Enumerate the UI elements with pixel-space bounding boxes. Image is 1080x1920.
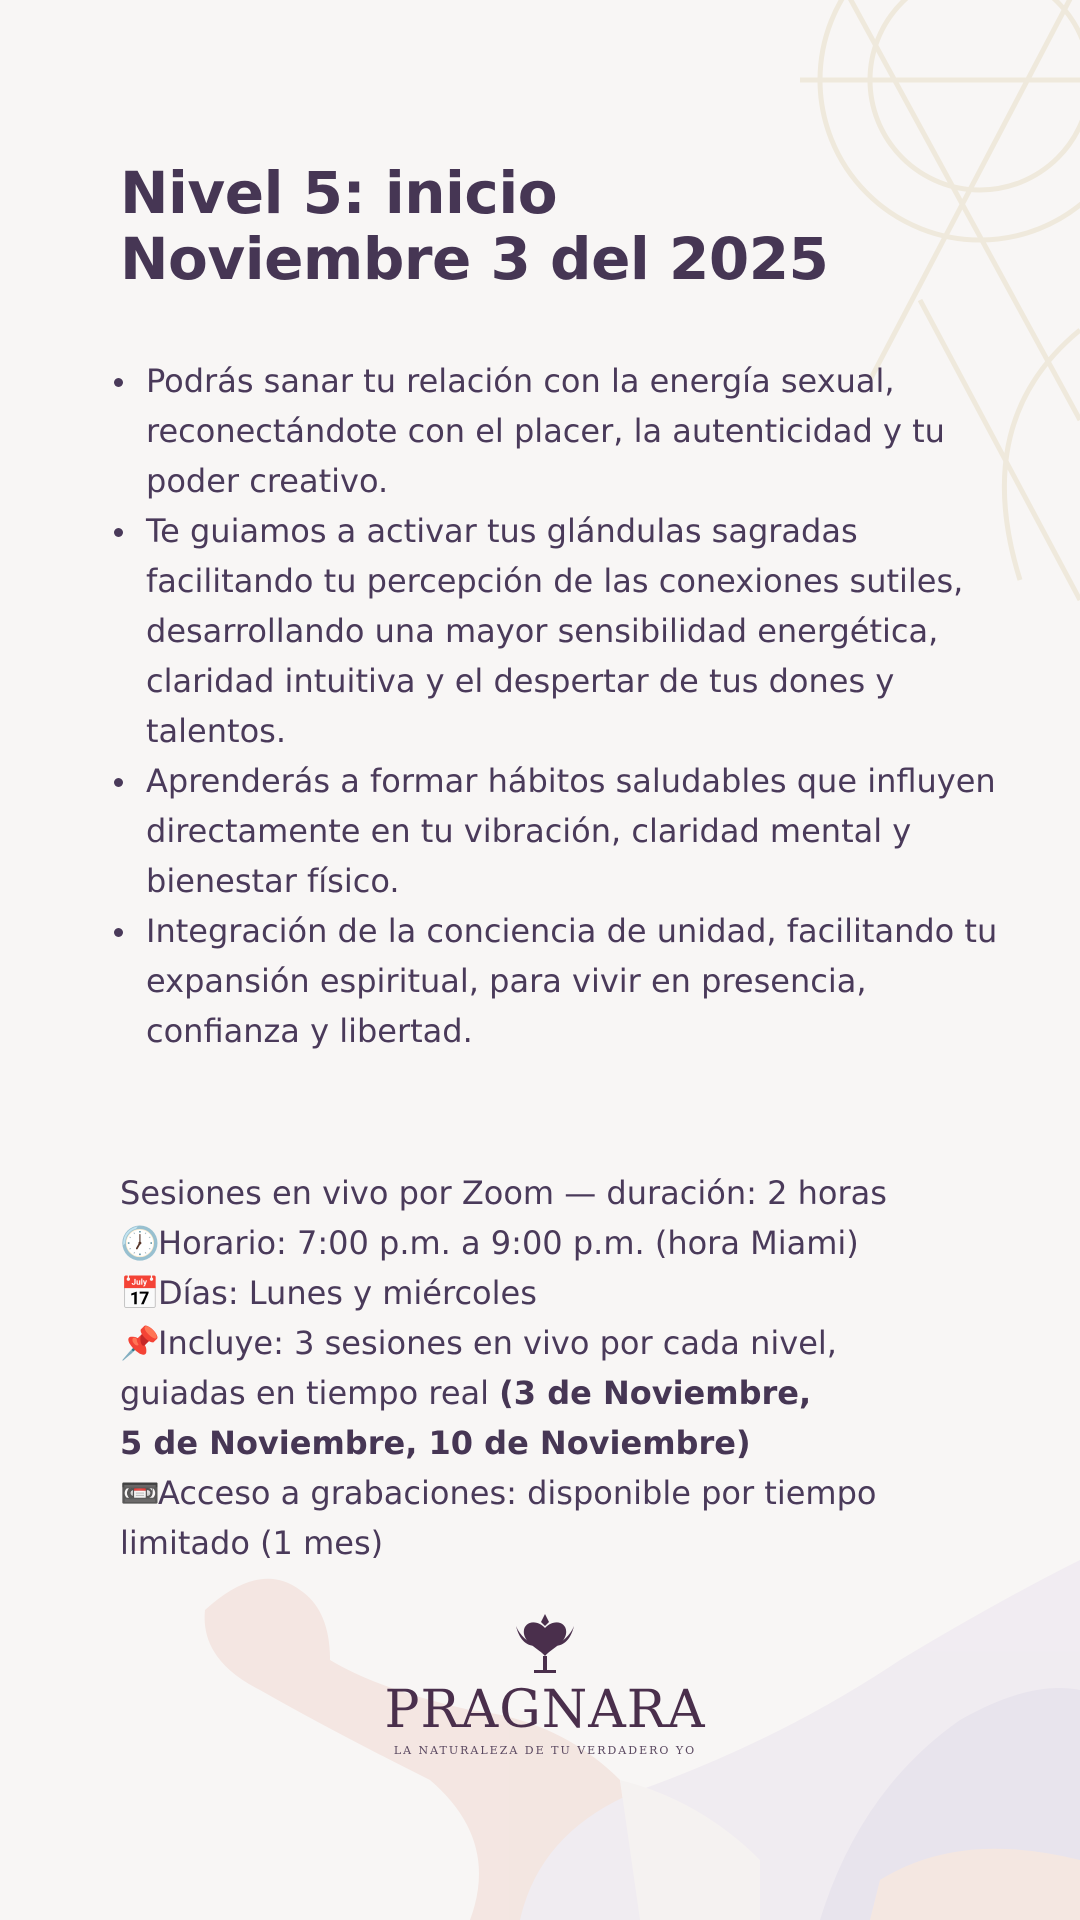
list-item: Podrás sanar tu relación con la energía sexual, reconectándote con el placer, la autenticidad y tu poder creativo.: [120, 356, 1020, 506]
session-dates-2: 5 de Noviembre, 10 de Noviembre): [120, 1424, 751, 1462]
recordings-line: [120, 1468, 980, 1518]
list-item: Te guiamos a activar tus glándulas sagradas facilitando tu percepción de las conexiones sutiles, desarrollando una mayor sensibilidad energética, claridad intuitiva y el despertar de tus dones y talentos.: [120, 506, 1020, 756]
main-content: [120, 160, 1020, 1056]
brand-tagline: LA NATURALEZA DE TU VERDADERO YO: [393, 1744, 697, 1757]
clock-icon: 🕖: [120, 1224, 160, 1262]
videocassette-icon: 📼: [120, 1474, 160, 1512]
session-dates-1: (3 de Noviembre,: [499, 1374, 812, 1412]
days-line: [120, 1268, 980, 1318]
schedule-line: [120, 1218, 980, 1268]
calendar-icon: 📅: [120, 1274, 160, 1312]
list-item: Aprenderás a formar hábitos saludables que influyen directamente en tu vibración, claridad mental y bienestar físico.: [120, 756, 1020, 906]
recordings-text: Acceso a grabaciones: disponible por tiempo: [158, 1474, 877, 1512]
brand-name: PRAGNARA: [384, 1680, 706, 1740]
includes-line: [120, 1318, 980, 1368]
title-line-2: Noviembre 3 del 2025: [120, 225, 829, 293]
session-dates-line: [120, 1418, 980, 1468]
sessions-line: Sesiones en vivo por Zoom — duración: 2 horas: [120, 1174, 887, 1212]
lotus-heart-icon: [510, 1612, 580, 1678]
includes-text: Incluye: 3 sesiones en vivo por cada nivel,: [158, 1324, 837, 1362]
pushpin-icon: 📌: [120, 1324, 160, 1362]
includes-text-2: guiadas en tiempo real: [120, 1374, 489, 1412]
page-title: [120, 160, 1020, 292]
schedule-text: Horario: 7:00 p.m. a 9:00 p.m. (hora Miami): [158, 1224, 859, 1262]
session-details: [120, 1168, 980, 1568]
brand-logo: [380, 1612, 710, 1757]
days-text: Días: Lunes y miércoles: [158, 1274, 537, 1312]
recordings-line-2: limitado (1 mes): [120, 1524, 384, 1562]
includes-line-2: [120, 1368, 980, 1418]
title-line-1: Nivel 5: inicio: [120, 159, 558, 227]
list-item: Integración de la conciencia de unidad, facilitando tu expansión espiritual, para vivir en presencia, confianza y libertad.: [120, 906, 1020, 1056]
benefits-list: [120, 356, 1020, 1056]
